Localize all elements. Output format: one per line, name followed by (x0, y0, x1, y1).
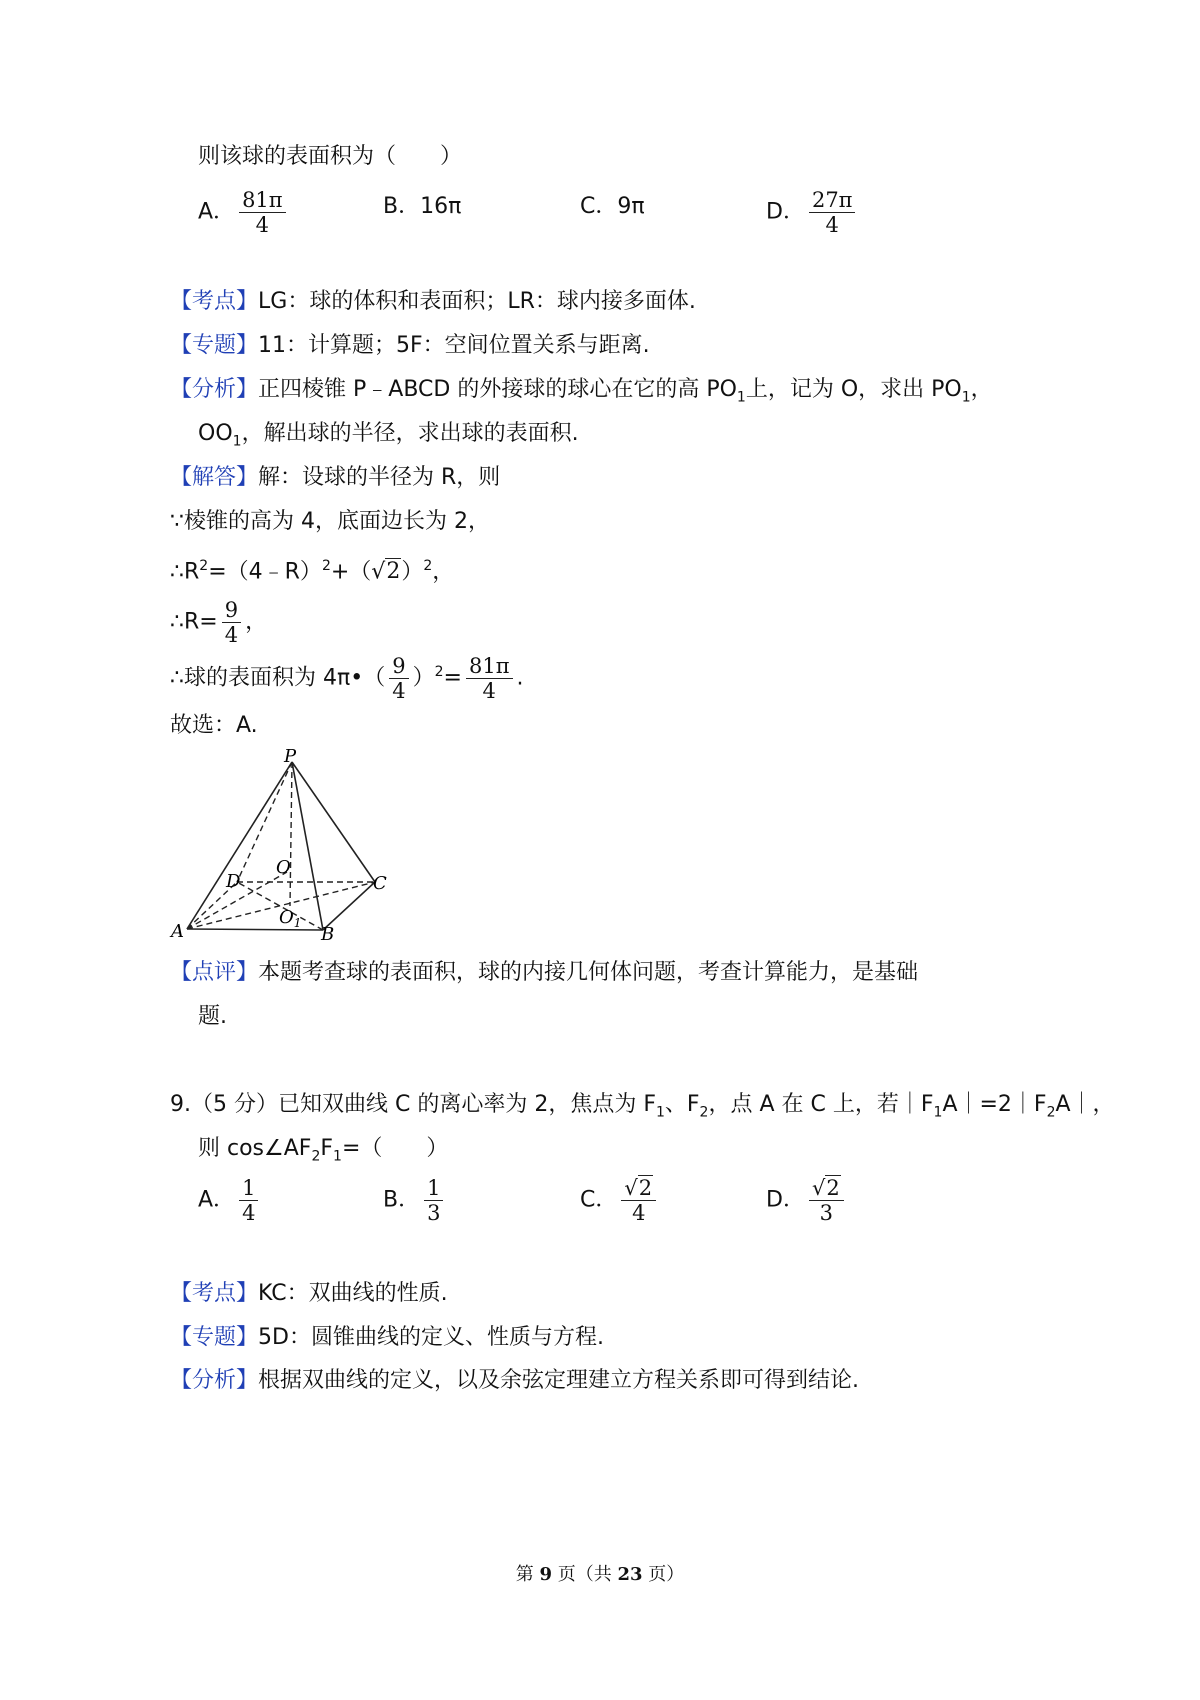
label-d: D (226, 871, 241, 892)
q8-step3: ∴R= $\frac{9}{4}$ ， (170, 598, 268, 647)
edge-pb (292, 762, 323, 930)
q8-option-c: C．9π (580, 194, 645, 219)
label-a: A (171, 921, 184, 942)
q8-zhuanti: 【专题】11：计算题；5F：空间位置关系与距离. (170, 333, 650, 358)
q8-step1: ∵棱锥的高为 4，底面边长为 2， (170, 509, 490, 534)
pyramid-figure (165, 748, 405, 948)
label-c: C (373, 873, 387, 894)
q8-step2: $\therefore R^2=(4﹣R)^2+(√2)^2$， (170, 558, 455, 585)
q8-fenxi-cont: $OO_1$，解出球的半径，求出球的表面积. (198, 421, 579, 450)
q8-jieda: 【解答】解：设球的半径为 R，则 (170, 465, 501, 490)
q9-option-b: B． $\frac{1}{3}$ (383, 1176, 447, 1225)
q8-option-b: B．16π (383, 194, 462, 219)
q9-option-c: C． $\frac{√2}{4}$ (580, 1176, 660, 1225)
q9-fenxi: 【分析】根据双曲线的定义，以及余弦定理建立方程关系即可得到结论. (170, 1368, 860, 1393)
q8-option-a-fraction: $\frac{81\pi}{4}$ (239, 188, 286, 237)
q8-stem-tail: 则该球的表面积为（ ） (198, 144, 463, 169)
edge-bc (323, 882, 375, 930)
q8-option-d-fraction: $\frac{27\pi}{4}$ (809, 188, 856, 237)
page-footer: 第 9 页（共 23 页） (515, 1564, 685, 1585)
q8-dianping-cont: 题. (198, 1004, 227, 1029)
q9-option-d: D． $\frac{√2}{3}$ (766, 1176, 848, 1225)
q9-stem-cont: 则 $\cos\angle AF_2F_1=$（ ） (198, 1136, 449, 1165)
q9-zhuanti: 【专题】5D：圆锥曲线的定义、性质与方程. (170, 1325, 604, 1350)
q9-kaodian: 【考点】KC：双曲线的性质. (170, 1281, 448, 1306)
label-o1: $O_1$ (279, 907, 302, 930)
height-po1 (290, 762, 292, 906)
q8-option-a: A． $\frac{81\pi}{4}$ (198, 188, 290, 237)
edge-ab (187, 929, 323, 930)
q8-step4: ∴球的表面积为 4π•（ $\frac{9}{4}$ ）$^2$= $\frac{81\pi}{4}$ . (170, 654, 524, 703)
q8-dianping: 【点评】本题考查球的表面积，球的内接几何体问题，考查计算能力，是基础 (170, 960, 919, 985)
sqrt-symbol: √2 (371, 559, 401, 585)
q8-fenxi: 【分析】正四棱锥 P﹣ABCD 的外接球的球心在它的高 $PO_1$上，记为 O，求出 $PO_1$， (170, 377, 993, 406)
edge-pc (292, 762, 375, 882)
q8-option-d: D． $\frac{27\pi}{4}$ (766, 188, 859, 237)
q8-choice: 故选：A. (170, 713, 258, 738)
q9-stem: 9.（5 分）已知双曲线 C 的离心率为 2，焦点为 $F_1$、$F_2$，点 A 在 C 上，若$|F_1A|=2|F_2A|$， (170, 1092, 1115, 1121)
q8-kaodian: 【考点】LG：球的体积和表面积；LR：球内接多面体. (170, 289, 696, 314)
q9-option-a: A． $\frac{1}{4}$ (198, 1176, 262, 1225)
label-b: B (321, 924, 335, 945)
label-o: O (276, 857, 291, 878)
label-p: P (284, 748, 297, 767)
